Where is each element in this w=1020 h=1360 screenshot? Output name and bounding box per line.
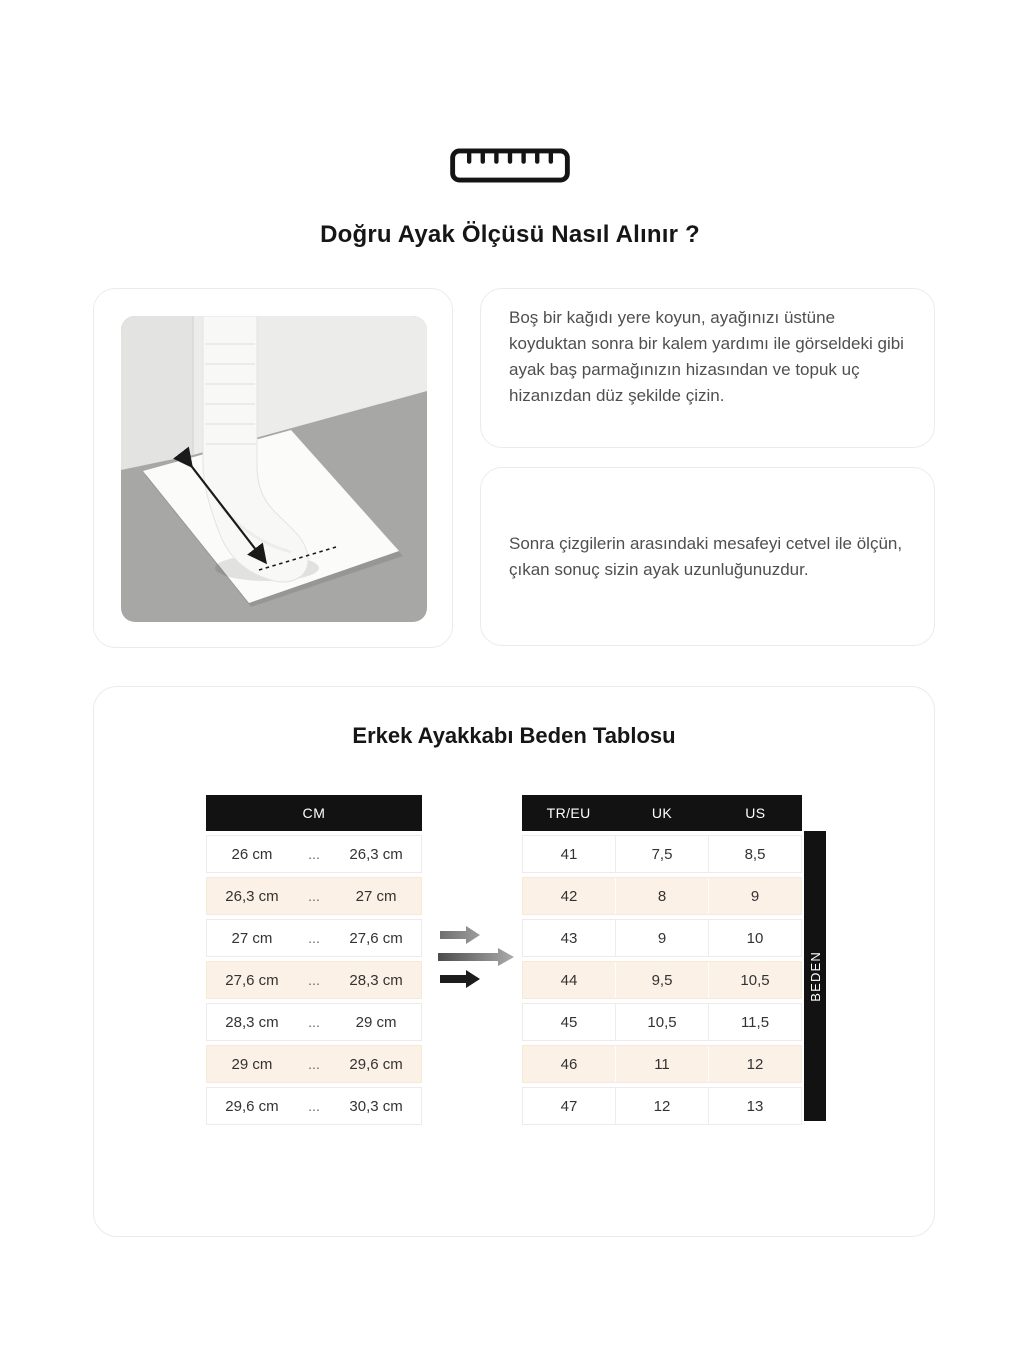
instruction-card-1	[480, 288, 935, 448]
table-row: 29,6 cm ... 30,3 cm	[206, 1087, 422, 1125]
range-dots: ...	[308, 1098, 320, 1114]
size-conversion-table	[522, 795, 802, 1125]
table-row: 46 11 12	[522, 1045, 802, 1083]
foot-measure-photo-card	[93, 288, 453, 648]
col-header-uk: UK	[651, 805, 673, 821]
instructions-section	[93, 288, 935, 648]
table-row: 42 8 9	[522, 877, 802, 915]
ruler-icon	[0, 148, 1020, 188]
instruction-step-1: Boş bir kağıdı yere koyun, ayağınızı üstüne koyduktan sonra bir kalem yardımı ile görseldeki gibi ayak baş parmağınızın hizasından ve topuk uç hizanızdan düz şekilde çizin.	[509, 308, 904, 405]
triple-right-arrows-icon	[438, 923, 514, 991]
table-row: 29 cm ... 29,6 cm	[206, 1045, 422, 1083]
col-header-us: US	[745, 805, 766, 821]
size-table-header-row	[522, 795, 802, 831]
size-table-card	[93, 686, 935, 1237]
table-row: 44 9,5 10,5	[522, 961, 802, 999]
table-row: 45 10,5 11,5	[522, 1003, 802, 1041]
range-dots: ...	[308, 930, 320, 946]
size-table-title: Erkek Ayakkabı Beden Tablosu	[352, 723, 676, 748]
range-dots: ...	[308, 972, 320, 988]
table-row: 41 7,5 8,5	[522, 835, 802, 873]
range-dots: ...	[308, 1056, 320, 1072]
range-dots: ...	[308, 888, 320, 904]
instruction-cards-column	[480, 288, 935, 648]
beden-side-label: BEDEN	[804, 831, 826, 1121]
col-header-treu: TR/EU	[546, 805, 591, 821]
instruction-step-2: Sonra çizgilerin arasındaki mesafeyi cetvel ile ölçün, çıkan sonuç sizin ayak uzunluğunuzdur.	[509, 533, 903, 579]
foot-measure-photo	[121, 316, 427, 622]
range-dots: ...	[308, 846, 320, 862]
table-row: 27 cm ... 27,6 cm	[206, 919, 422, 957]
range-dots: ...	[308, 1014, 320, 1030]
table-row: 26 cm ... 26,3 cm	[206, 835, 422, 873]
table-row: 28,3 cm ... 29 cm	[206, 1003, 422, 1041]
page-title: Doğru Ayak Ölçüsü Nasıl Alınır ?	[320, 221, 700, 248]
table-row: 47 12 13	[522, 1087, 802, 1125]
table-row: 27,6 cm ... 28,3 cm	[206, 961, 422, 999]
cm-table-header: CM	[206, 795, 422, 831]
instruction-card-2	[480, 467, 935, 646]
table-row: 26,3 cm ... 27 cm	[206, 877, 422, 915]
cm-range-table	[206, 795, 422, 1125]
table-row: 43 9 10	[522, 919, 802, 957]
